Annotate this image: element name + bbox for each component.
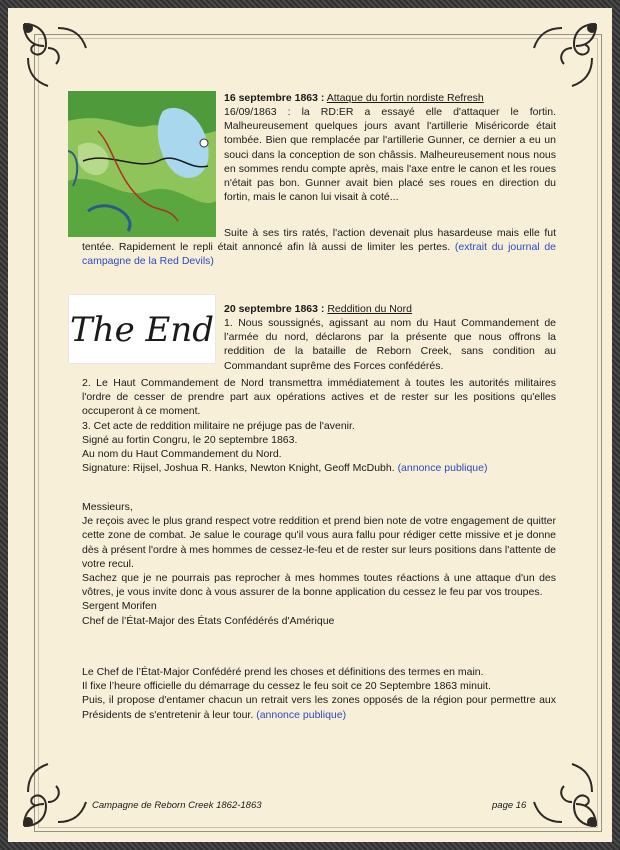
footer-page-number: page 16 (492, 800, 527, 811)
article2-on-behalf: Au nom du Haut Commandement du Nord. (82, 448, 282, 461)
article2-point-3: 3. Cet acte de reddition militaire ne préjuge pas de l'avenir. (82, 419, 355, 432)
battle-map-image (68, 91, 216, 237)
article2-date: 20 septembre 1863 : (224, 303, 325, 315)
article2-point-2: 2. Le Haut Commandement de Nord transmettra immédiatement à toutes les autorités militaires l'ordre de cesser de prendre part aux opérations actives et de rester sur les positions qu'elles occuperont à ce moment. (82, 377, 556, 418)
article1-body-cont: Suite à ses tirs ratés, l'action devenait plus hasardeuse mais elle fut tentée. Rapidement le repli était annoncé afin là aussi de limiter les pertes. (82, 227, 556, 254)
letter-paragraph-1: Je reçois avec le plus grand respect votre reddition et prend bien note de votre engagement de quitter cette zone de combat. Je salue le courage qu'il vous aura fallu pour rédiger cette missive et je donne dès à présent l'ordre à mes hommes de cessez-le-feu et de rester sur leurs positions dans l'attente de votre recul. (82, 515, 556, 570)
ornament-corner-icon (524, 18, 602, 96)
ornament-corner-icon (18, 754, 96, 832)
article1-body-continued (82, 226, 556, 269)
article2-heading (224, 302, 556, 316)
article1-heading (224, 91, 556, 105)
letter-paragraph-2: Sachez que je ne pourrais pas reprocher à mes hommes toutes réactions à une attaque d'un des vôtres, je vous invite donc à vous assurer de la bonne application du cessez le feu par vos troupes. (82, 572, 556, 599)
closing-paragraph-2: Il fixe l’heure officielle du démarrage du cessez le feu soit ce 20 Septembre 1863 minuit. (82, 680, 491, 693)
closing-source-link[interactable]: (annonce publique) (256, 708, 347, 721)
the-end-image (68, 294, 216, 364)
ornament-corner-icon (524, 754, 602, 832)
closing (82, 665, 556, 722)
article2-signed-place: Signé au fortin Congru, le 20 septembre 1863. (82, 433, 298, 446)
letter-salutation: Messieurs, (82, 501, 133, 513)
article2-rest (82, 376, 556, 475)
closing-paragraph-3: Puis, il propose d'entamer chacun un retrait vers les zones opposés de la région pour permettre aux Présidents de s'entretenir à leur tour. (82, 694, 556, 721)
article2-signature: Signature: Rijsel, Joshua R. Hanks, Newton Knight, Geoff McDubh. (82, 462, 395, 475)
article2-point-1: 1. Nous soussignés, agissant au nom du Haut Commandement de l’armée du nord, déclarons par la présente que nous offrons la reddition de la bataille de Reborn Creek, sans condition au Commandant suprême des Forces confédérés. (224, 317, 556, 372)
letter-sign-title: Chef de l’État-Major des États Confédérés d'Amérique (82, 614, 335, 627)
article2-source-link[interactable]: (annonce publique) (397, 462, 488, 475)
letter-sign-name: Sergent Morifen (82, 600, 157, 613)
article1-source-link[interactable]: (extrait du journal de campagne de la Red Devils) (82, 241, 556, 268)
article1-body: 16/09/1863 : la RD:ER a essayé elle d'attaquer le fortin. Malheureusement quelques jours avant l'artillerie Miséricorde était tombée. Bien que remplacée par l'artillerie Gunner, ce dernier a eu un souci dans la conception de son châssis. Malheureusement nous nous en sommes rendu compte après, mais l'axe entre le canon et les roues n'était pas bon. Gunner avait bien placé ses roues en direction du fortin, mais le canon lui visait à coté... (224, 106, 556, 204)
article1-title: Attaque du fortin nordiste Refresh (326, 92, 484, 104)
letter (82, 500, 556, 628)
footer-campaign: Campagne de Reborn Creek 1862-1863 (92, 800, 262, 811)
the-end-text: The End (70, 310, 214, 350)
article1-date: 16 septembre 1863 : (224, 92, 325, 104)
ornament-corner-icon (18, 18, 96, 96)
closing-paragraph-1: Le Chef de l’État-Major Confédéré prend les choses et définitions des termes en main. (82, 666, 484, 678)
article2-title: Reddition du Nord (327, 303, 412, 315)
